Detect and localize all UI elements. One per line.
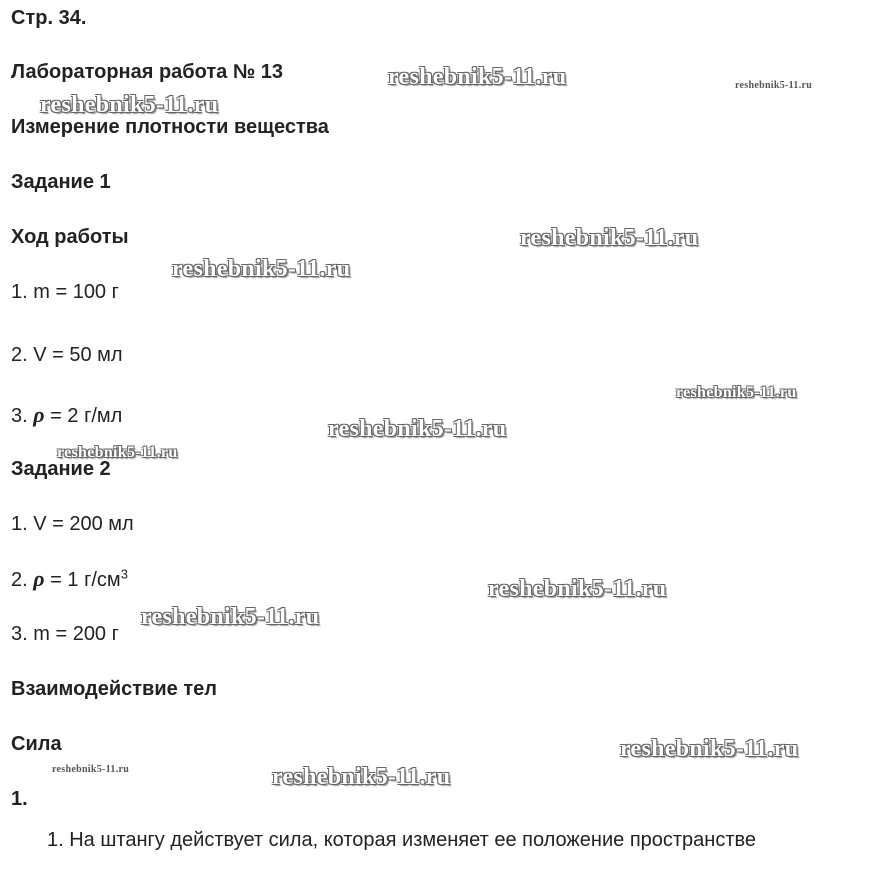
- watermark: reshebnik5-11.ru: [52, 764, 130, 775]
- watermark: reshebnik5-11.ru: [141, 604, 320, 630]
- lab-subtitle: Измерение плотности вещества: [11, 116, 329, 138]
- page-label: Стр. 34.: [11, 7, 87, 29]
- lab-title: Лабораторная работа № 13: [11, 61, 283, 83]
- superscript: 3: [120, 566, 128, 582]
- section-heading: Взаимодействие тел: [11, 678, 217, 700]
- procedure-heading: Ход работы: [11, 226, 129, 248]
- watermark: reshebnik5-11.ru: [388, 64, 567, 90]
- step-number: 2.: [11, 569, 28, 591]
- subsection-heading: Сила: [11, 733, 62, 755]
- task1-step-3: [11, 403, 122, 428]
- watermark: reshebnik5-11.ru: [57, 444, 178, 461]
- watermark: reshebnik5-11.ru: [676, 384, 797, 401]
- step-value: = 1 г/см: [50, 569, 121, 591]
- watermark: reshebnik5-11.ru: [328, 416, 507, 442]
- rho-symbol: ρ: [33, 566, 45, 591]
- watermark: reshebnik5-11.ru: [735, 80, 813, 91]
- item-text: 1. На штангу действует сила, которая изменяет ее положение пространстве: [47, 829, 757, 851]
- watermark: reshebnik5-11.ru: [520, 225, 699, 251]
- watermark: reshebnik5-11.ru: [488, 576, 667, 602]
- item-number: 1.: [11, 788, 28, 810]
- step-value: = 2 г/мл: [50, 405, 123, 427]
- step-number: 3.: [11, 405, 28, 427]
- task1-step-1: 1. m = 100 г: [11, 281, 119, 303]
- task2-step-3: 3. m = 200 г: [11, 623, 119, 645]
- task2-step-2: [11, 567, 128, 592]
- rho-symbol: ρ: [33, 402, 45, 427]
- watermark: reshebnik5-11.ru: [272, 764, 451, 790]
- watermark: reshebnik5-11.ru: [620, 736, 799, 762]
- task2-step-1: 1. V = 200 мл: [11, 513, 134, 535]
- watermark: reshebnik5-11.ru: [40, 92, 219, 118]
- watermark: reshebnik5-11.ru: [172, 256, 351, 282]
- task2-heading: Задание 2: [11, 458, 111, 480]
- task1-step-2: 2. V = 50 мл: [11, 344, 123, 366]
- task1-heading: Задание 1: [11, 171, 111, 193]
